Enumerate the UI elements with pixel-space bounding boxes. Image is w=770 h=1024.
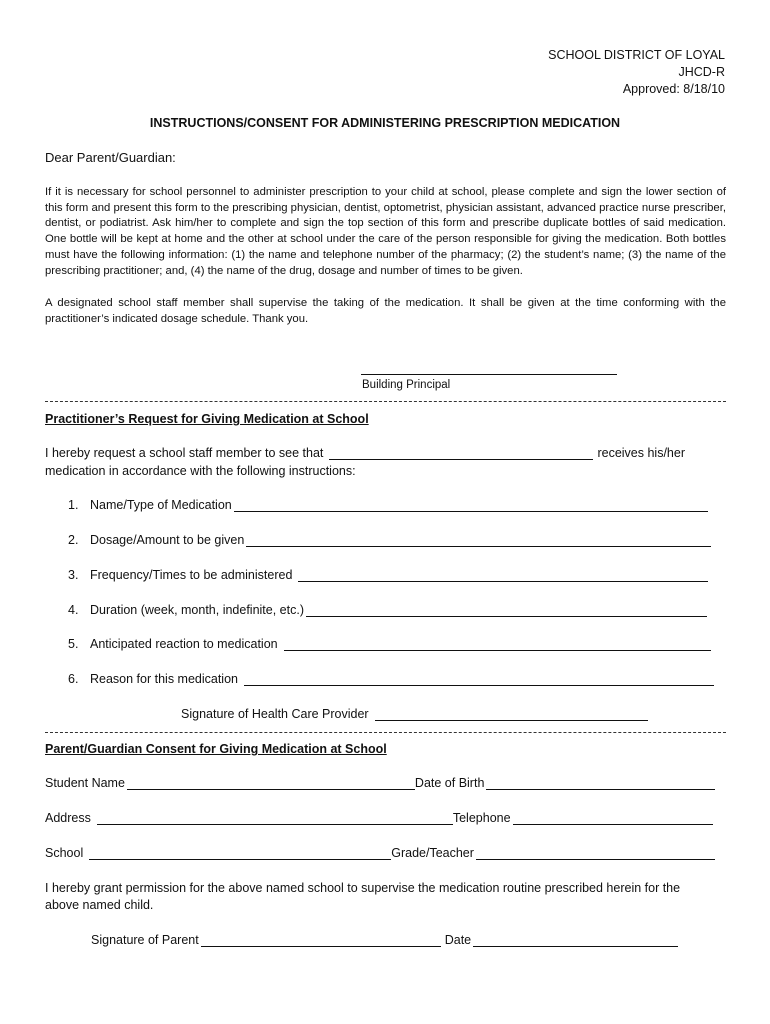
principal-label: Building Principal [362,379,451,391]
request-line2: medication in accordance with the following instructions: [45,464,356,478]
medication-item-5 [68,637,711,651]
student-row [45,776,715,790]
address-row [45,811,713,825]
date-input[interactable] [473,933,678,947]
item-label: Name/Type of Medication [90,498,232,512]
item-number: 4. [68,603,79,617]
telephone-input[interactable] [513,811,713,825]
medication-item-1 [68,498,708,512]
item-number: 1. [68,498,79,512]
reason-field[interactable] [244,672,714,686]
provider-signature-field[interactable] [375,707,648,721]
address-input[interactable] [97,811,453,825]
district-name: SCHOOL DISTRICT OF LOYAL [548,48,725,62]
dosage-field[interactable] [246,533,711,547]
parent-signature-label: Signature of Parent [91,933,199,947]
item-label: Frequency/Times to be administered [90,568,293,582]
item-label: Reason for this medication [90,672,238,686]
medication-name-field[interactable] [234,498,708,512]
practitioner-section-title: Practitioner’s Request for Giving Medication at School [45,412,369,426]
item-number: 5. [68,637,79,651]
address-label: Address [45,811,91,825]
item-number: 2. [68,533,79,547]
student-name-input[interactable] [127,776,415,790]
medication-item-4 [68,603,707,617]
form-title: INSTRUCTIONS/CONSENT FOR ADMINISTERING PRESCRIPTION MEDICATION [149,116,621,130]
request-end-text: receives his/her [597,446,685,460]
school-input[interactable] [89,846,391,860]
parent-section-title: Parent/Guardian Consent for Giving Medication at School [45,742,387,756]
grade-teacher-input[interactable] [476,846,715,860]
date-label: Date [444,933,472,947]
reaction-field[interactable] [284,637,711,651]
cut-line [45,732,726,733]
duration-field[interactable] [306,603,707,617]
frequency-field[interactable] [298,568,708,582]
principal-signature-line[interactable] [361,374,617,375]
approved-date: Approved: 8/18/10 [622,82,725,96]
salutation: Dear Parent/Guardian: [45,150,176,165]
supervision-paragraph: A designated school staff member shall supervise the taking of the medication. It shall be given at the time conforming with the practitioner’s indicated dosage schedule. Thank you. [45,297,726,325]
grade-teacher-label: Grade/Teacher [391,846,474,860]
medication-item-2 [68,533,711,547]
medication-item-6 [68,672,714,686]
policy-code: JHCD-R [678,65,725,79]
item-label: Anticipated reaction to medication [90,637,278,651]
item-label: Duration (week, month, indefinite, etc.) [90,603,304,617]
parent-signature-input[interactable] [201,933,441,947]
item-number: 6. [68,672,79,686]
permission-text: I hereby grant permission for the above named school to supervise the medication routine prescribed herein for the above named child. [45,881,681,912]
dob-input[interactable] [486,776,715,790]
instructions-paragraph: If it is necessary for school personnel to administer prescription to your child at school, please complete and sign the lower section of this form and present this form to the prescribing physician, dentist, optometrist, physician assistant, advanced practice nurse prescriber, dentist, or podiatrist. Ask him/her to complete and sign the top section of this form and prescribe duplicate bottles of said medication. One bottle will be kept at home and the other at school under the care of the person responsible for giving the medication. Both bottles must have the following information: (1) the name and telephone number of the pharmacy; (2) the student’s name; (3) the name of the prescribing practitioner; and, (4) the name of the drug, dosage and number of times to be given. [45,186,726,277]
item-label: Dosage/Amount to be given [90,533,245,547]
item-number: 3. [68,568,79,582]
provider-signature-row [181,707,648,721]
school-row [45,846,715,860]
cut-line [45,401,726,402]
student-name-field[interactable] [329,446,593,460]
provider-signature-label: Signature of Health Care Provider [181,707,369,721]
parent-signature-row [91,933,678,947]
request-row [45,446,685,460]
telephone-label: Telephone [452,811,511,825]
student-name-label: Student Name [45,776,125,790]
school-label: School [45,846,84,860]
medication-item-3 [68,568,708,582]
dob-label: Date of Birth [414,776,485,790]
request-start-text: I hereby request a school staff member to see that [45,446,324,460]
